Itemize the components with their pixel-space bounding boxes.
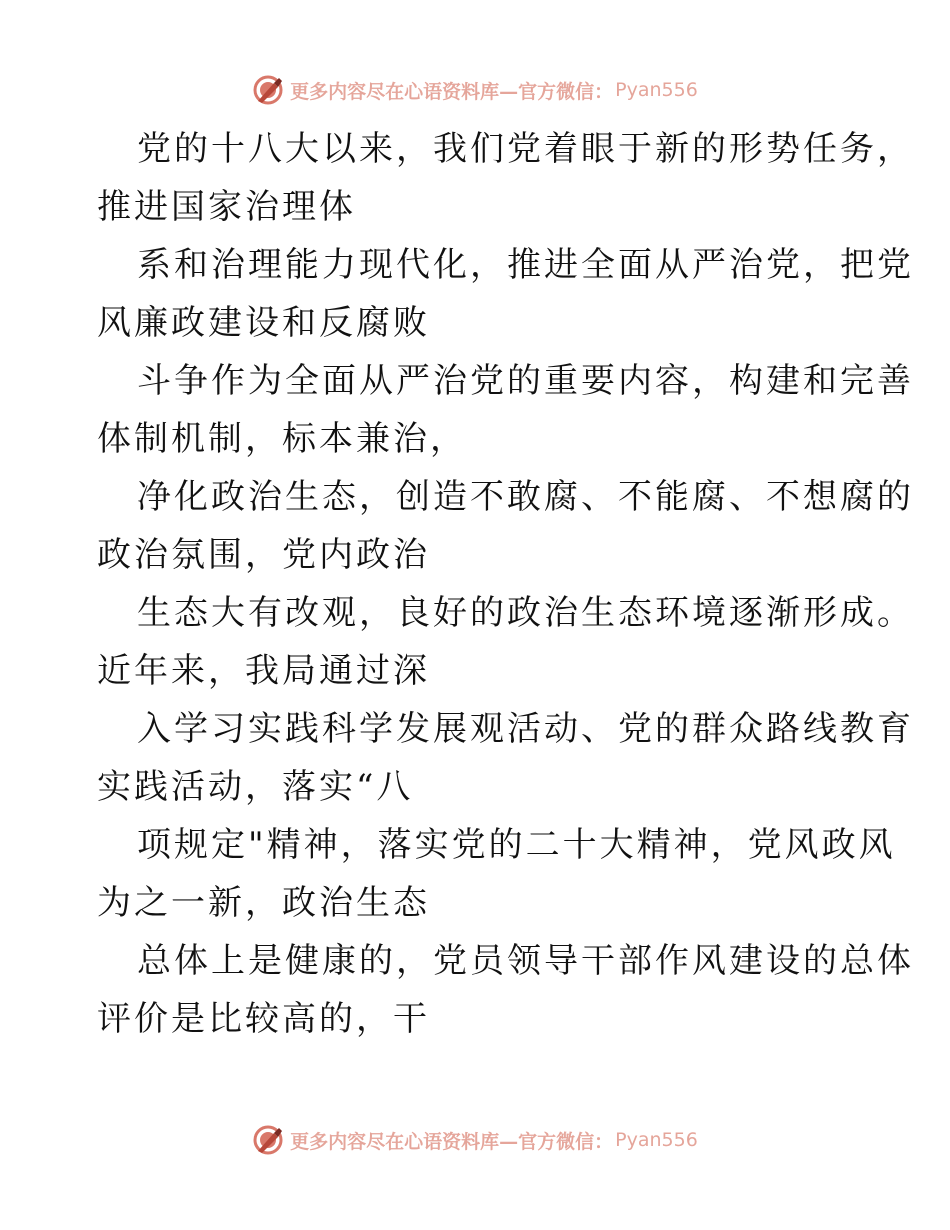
paragraph-line-1: 总体上是健康的，党员领导干部作风建设的总体 [137, 941, 914, 981]
paragraph [97, 120, 914, 236]
paragraph [97, 468, 914, 584]
paragraph-line-2: 政治氛围，党内政治 [97, 535, 430, 575]
footer-watermark [0, 1120, 950, 1160]
paragraph [97, 236, 914, 352]
paragraph-line-2: 风廉政建设和反腐败 [97, 303, 430, 343]
paragraph-line-1: 斗争作为全面从严治党的重要内容，构建和完善 [137, 361, 914, 401]
paragraph-line-2: 近年来，我局通过深 [97, 651, 430, 691]
paragraph [97, 584, 914, 700]
paragraph [97, 352, 914, 468]
header-watermark [0, 70, 950, 110]
pen-logo-icon [252, 74, 284, 106]
paragraph-line-1: 项规定"精神，落实党的二十大精神，党风政风 [137, 825, 896, 865]
pen-logo-icon [252, 1124, 284, 1156]
paragraph-line-2: 评价是比较高的，干 [97, 999, 430, 1039]
header-wechat-id: Pyan556 [615, 79, 698, 101]
paragraph-line-2: 为之一新，政治生态 [97, 883, 430, 923]
paragraph-line-1: 净化政治生态，创造不敢腐、不能腐、不想腐的 [137, 477, 914, 517]
paragraph-line-1: 入学习实践科学发展观活动、党的群众路线教育 [137, 709, 914, 749]
paragraph [97, 816, 896, 932]
footer-wechat-id: Pyan556 [615, 1129, 698, 1151]
paragraph-line-1: 党的十八大以来，我们党着眼于新的形势任务， [137, 129, 914, 169]
paragraph-line-1: 系和治理能力现代化，推进全面从严治党，把党 [137, 245, 914, 285]
header-brand-text: 更多内容尽在心语资料库—官方微信： [290, 80, 614, 103]
paragraph-line-2: 体制机制，标本兼治， [97, 419, 467, 459]
document-body [97, 120, 914, 1048]
paragraph-line-2: 推进国家治理体 [97, 187, 356, 227]
paragraph [97, 700, 914, 816]
footer-brand-text: 更多内容尽在心语资料库—官方微信： [290, 1130, 614, 1153]
paragraph-line-1: 生态大有改观，良好的政治生态环境逐渐形成。 [137, 593, 914, 633]
paragraph-line-2: 实践活动，落实“八 [97, 767, 414, 807]
paragraph [97, 932, 914, 1048]
